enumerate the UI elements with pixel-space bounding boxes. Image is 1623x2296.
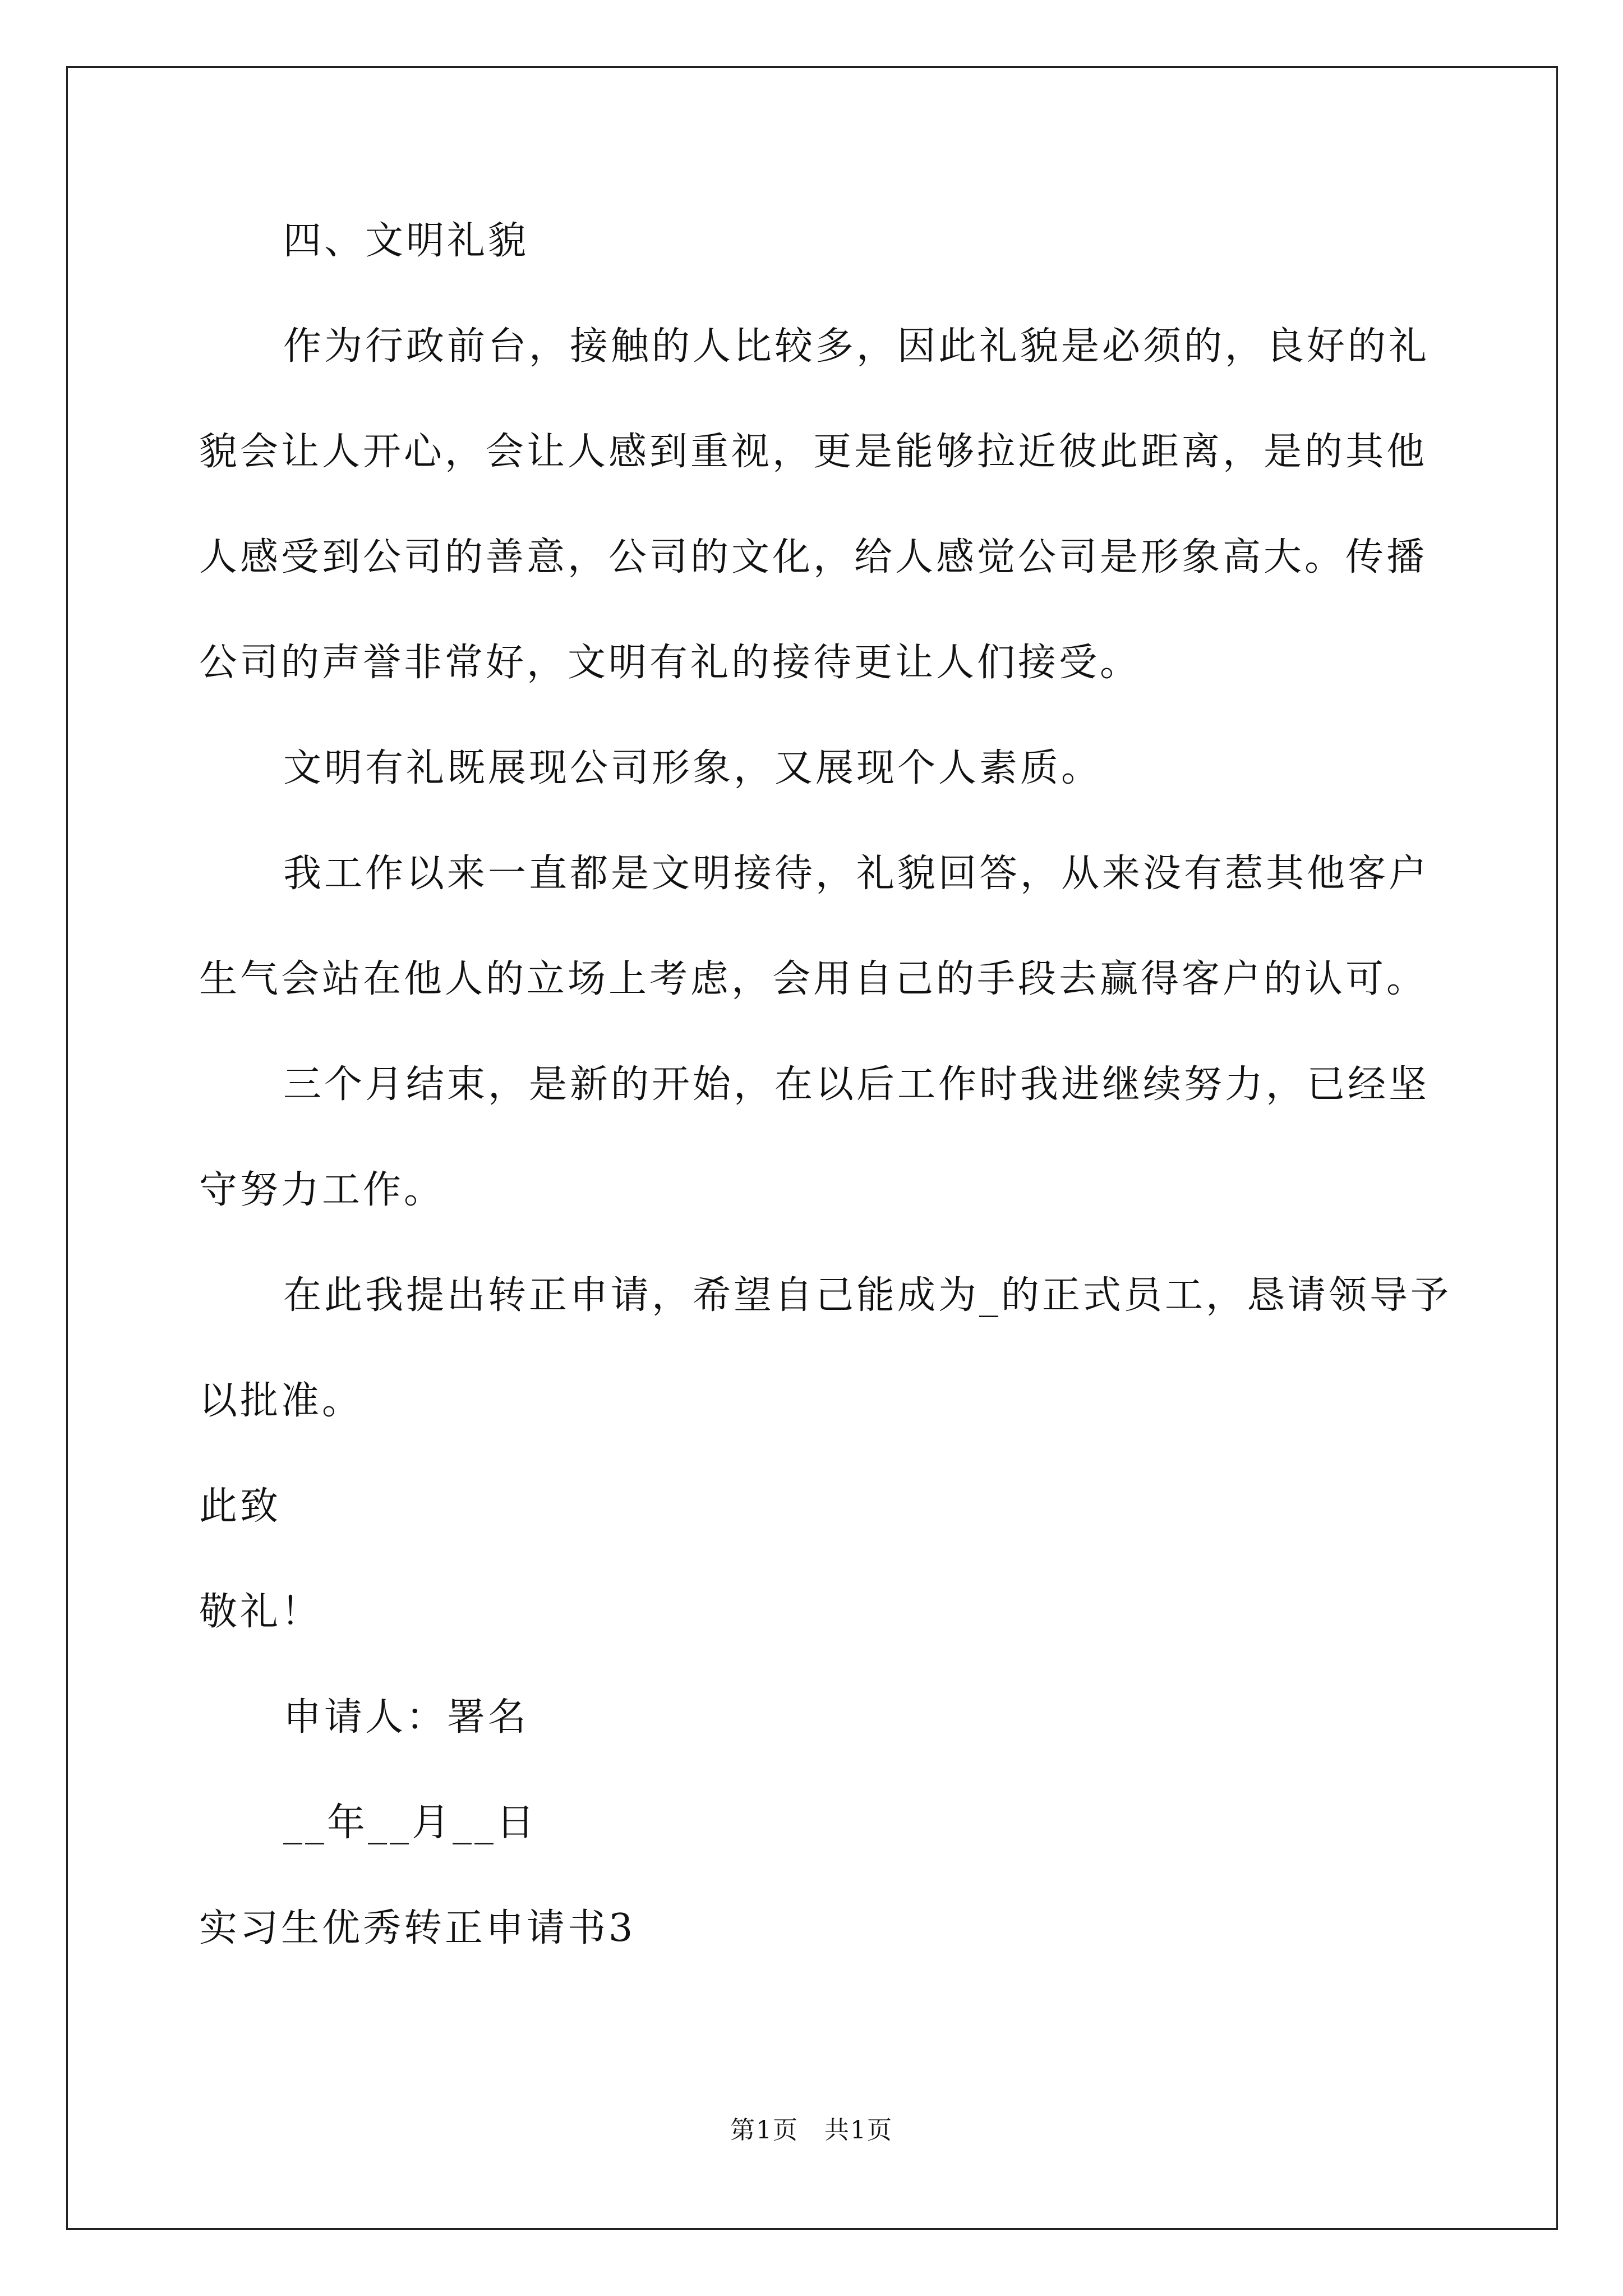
paragraph-line: 人感受到公司的善意，公司的文化，给人感觉公司是形象高大。传播 [199, 535, 1428, 579]
paragraph-line: 文明有礼既展现公司形象，又展现个人素质。 [283, 746, 1103, 790]
paragraph-line: 貌会让人开心，会让人感到重视，更是能够拉近彼此距离，是的其他 [199, 430, 1428, 474]
document-body [199, 213, 1452, 1957]
closing-regards: 敬礼！ [199, 1590, 322, 1634]
paragraph-line: 在此我提出转正申请，希望自己能成为_的正式员工，恳请领导予 [283, 1273, 1452, 1318]
date-line: __年__月__日 [283, 1801, 538, 1845]
section-heading: 四、文明礼貌 [283, 219, 529, 263]
paragraph-line: 我工作以来一直都是文明接待，礼貌回答，从来没有惹其他客户 [283, 852, 1430, 896]
closing-salutation: 此致 [199, 1484, 282, 1529]
paragraph-line: 生气会站在他人的立场上考虑，会用自己的手段去赢得客户的认可。 [199, 957, 1428, 1001]
paragraph-line: 公司的声誉非常好，文明有礼的接待更让人们接受。 [199, 641, 1141, 685]
paragraph-line: 以批准。 [199, 1379, 363, 1423]
paragraph-line: 三个月结束，是新的开始，在以后工作时我进继续努力，已经坚 [283, 1062, 1430, 1107]
next-section-title: 实习生优秀转正申请书3 [199, 1906, 636, 1950]
paragraph-line: 作为行政前台，接触的人比较多，因此礼貌是必须的，良好的礼 [283, 324, 1430, 369]
page-footer: 第1页 共1页 [730, 2116, 893, 2145]
applicant-signature: 申请人：署名 [283, 1695, 529, 1740]
paragraph-line: 守努力工作。 [199, 1168, 445, 1212]
